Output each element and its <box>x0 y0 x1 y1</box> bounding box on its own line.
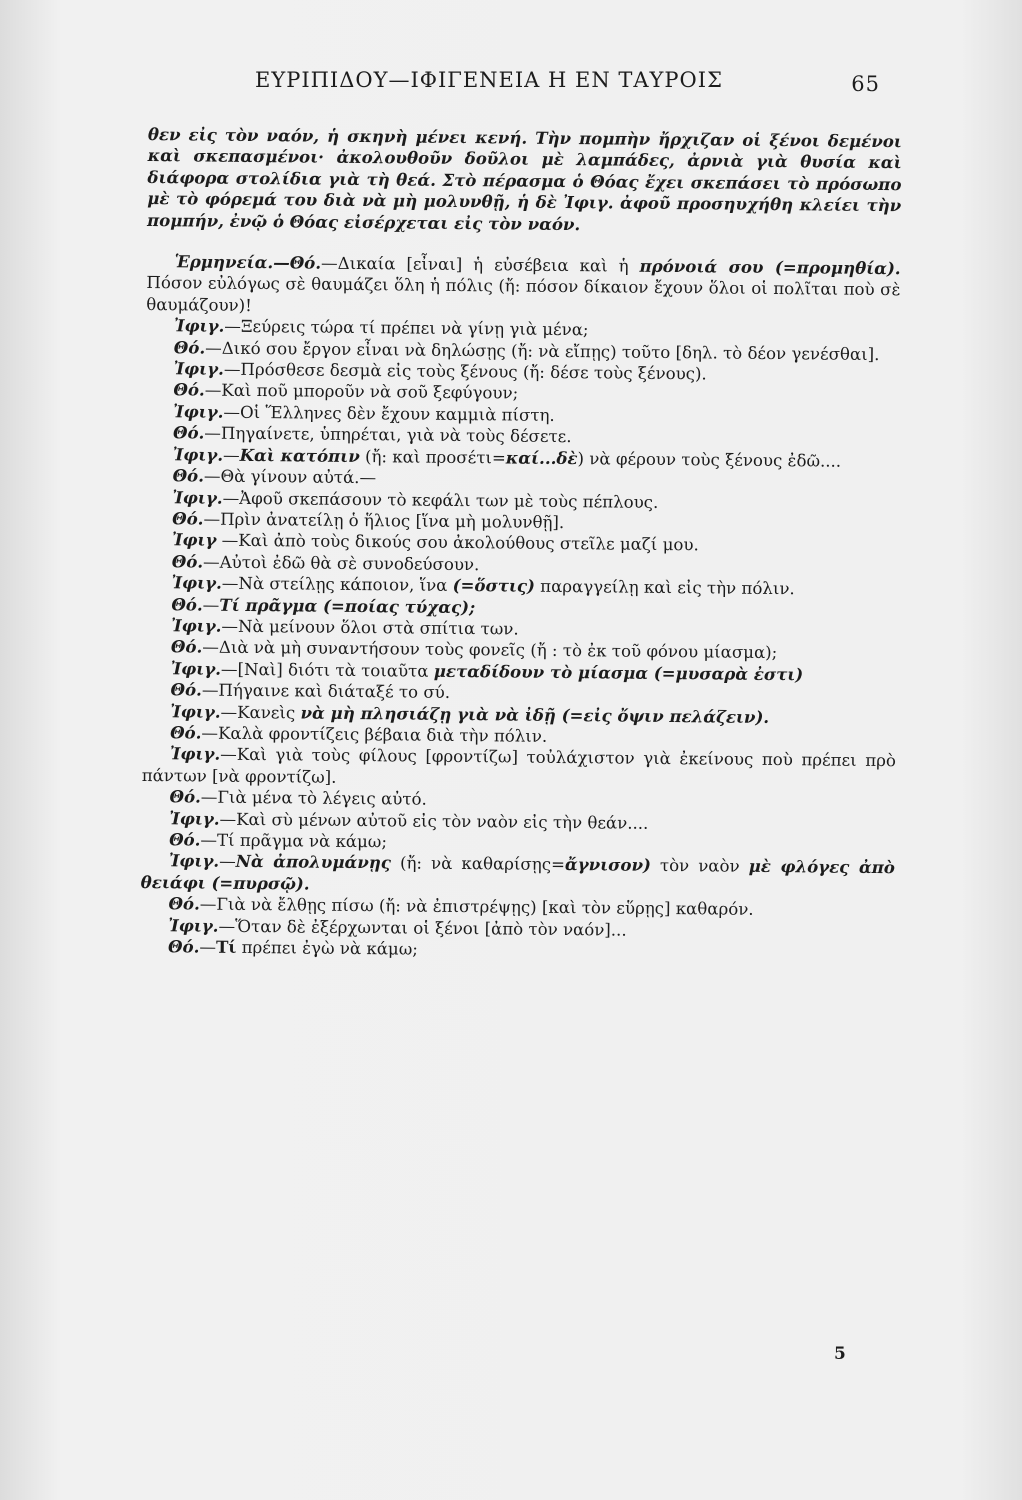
line-text: — <box>219 852 236 872</box>
line-text: —Νὰ μείνουν ὅλοι στὰ σπίτια των. <box>221 616 519 639</box>
line-text: —Καλὰ φροντίζεις βέβαια διὰ τὴν πόλιν. <box>201 723 548 746</box>
line-text: —Τί πρᾶγμα νὰ κάμω; <box>200 830 388 852</box>
line-text: παραγγείλῃ καὶ εἰς τὴν πόλιν. <box>534 576 795 599</box>
emphasized-text: νὰ μὴ πλησιάζῃ γιὰ νὰ ἰδῇ (=εἰς ὄψιν πελάζειν). <box>300 702 770 727</box>
line-text: —Διὰ νὰ μὴ συναντήσουν τοὺς φονεῖς (ἤ : τὸ ἐκ τοῦ φόνου μίασμα); <box>202 637 778 663</box>
emphasized-text: μεταδίδουν τὸ μίασμα (=μυσαρὰ ἐστι) <box>433 660 804 685</box>
speaker-label: Θό. <box>168 893 200 914</box>
emphasized-text: ἄγνισον) <box>564 854 651 876</box>
dialogue-list <box>140 251 901 965</box>
line-text: —Ἀφοῦ σκεπάσουν τὸ κεφάλι των μὲ τοὺς πέπλους. <box>222 488 659 512</box>
speaker-label: Ἰφιγ. <box>168 914 219 936</box>
speaker-label: Θό. <box>173 379 205 401</box>
line-text: τὸν ναὸν <box>650 856 749 877</box>
line-text: —Καὶ ἀπὸ τοὺς δικούς σου ἀκολούθους στεῖλε μαζί μου. <box>216 530 699 555</box>
speaker-label: Θό. <box>169 786 201 807</box>
speaker-label: Ἰφιγ. <box>168 850 220 872</box>
line-text: —Γιὰ μένα τὸ λέγεις αὐτό. <box>200 787 427 809</box>
dialogue-line <box>142 743 896 793</box>
stage-direction: θεν εἰς τὸν ναόν, ἡ σκηνὴ μένει κενή. Τὴν πομπὴν ἤρχιζαν οἱ ξένοι δεμένοι καὶ σκεπασμένοι· ἀκολουθοῦν δοῦλοι μὲ λαμπάδες, ἀρνιὰ γιὰ θυσία καὶ διάφορα στολίδια γιὰ τὴ θεά. Στὸ πέρασμα ὁ Θόας ἔχει σκεπάσει τὸ πρόσωπο μὲ τὸ φόρεμά του διὰ νὰ μὴ μολυνθῇ, ἡ δὲ Ἰφιγ. ἀφοῦ προσηυχήθη κλείει τὴν πομπήν, ἐνῷ ὁ Θόας εἰσέρχεται εἰς τὸν ναόν. <box>146 124 902 234</box>
emphasized-text: καί...δὲ <box>505 447 578 468</box>
speaker-label: Ἰφιγ <box>171 529 217 550</box>
speaker-label: Ἰφιγ. <box>170 700 221 722</box>
line-text: — <box>222 445 240 465</box>
emphasized-text: μὲ φλόγες ἀπὸ θειάφι (=πυρσῷ). <box>140 856 895 894</box>
speaker-label: Ἰφιγ. <box>170 657 222 679</box>
line-text: —Πρὶν ἀνατείλῃ ὁ ἥλιος [ἵνα μὴ μολυνθῇ]. <box>203 509 565 532</box>
line-text: —Γιὰ νὰ ἔλθῃς πίσω (ἤ: νὰ ἐπιστρέψῃς) [καὶ τὸν εὕρῃς] καθαρόν. <box>199 894 754 920</box>
page-number: 65 <box>851 72 880 96</box>
line-text: —Καὶ ποῦ μποροῦν νὰ σοῦ ξεφύγουν; <box>204 381 519 404</box>
line-text: —Δικό σου ἔργον εἶναι νὰ δηλώσῃς (ἤ: νὰ εἴπῃς) τοῦτο [δηλ. τὸ δέον γενέσθαι]. <box>205 338 880 364</box>
speaker-label: Θό. <box>171 550 204 572</box>
speaker-label: Θό. <box>170 679 202 700</box>
line-text: —Θὰ γίνουν αὐτά.— <box>203 466 377 488</box>
line-text: —Πρόσθεσε δεσμὰ εἰς τοὺς ξένους (ἤ: δέσε τοὺς ξένους). <box>223 359 707 384</box>
speaker-label: Θό. <box>170 636 203 657</box>
line-text: —Κανεὶς <box>220 702 301 723</box>
speaker-label: Θό. <box>171 593 203 615</box>
speaker-label: Ἰφιγ. <box>169 807 220 829</box>
line-text: —Ξεύρεις τώρα τί πρέπει νὰ γίνῃ γιὰ μένα; <box>224 316 589 340</box>
emphasized-text: πρόνοιά σου (=προμηθία). <box>639 255 901 279</box>
speaker-label: Ἰφιγ. <box>172 443 224 465</box>
line-text: —Ὅταν δὲ ἐξέρχωνται οἱ ξένοι [ἀπὸ τὸν ναόν]... <box>218 916 627 940</box>
line-text: —Καὶ σὺ μένων αὐτοῦ εἰς τὸν ναὸν εἰς τὴν θεάν.... <box>219 809 649 833</box>
line-text: —Πήγαινε καὶ διάταξέ το σύ. <box>201 680 451 703</box>
line-text: —Καὶ γιὰ τοὺς φίλους [φροντίζω] τοὐλάχιστον γιὰ ἐκείνους ποὺ πρέπει πρὸ πάντων [νὰ φροντίζω]. <box>141 745 897 787</box>
emphasized-text: Τί πρᾶγμα (=ποίας τύχας); <box>219 594 476 617</box>
speaker-label: Ἰφιγ. <box>173 315 225 336</box>
speaker-label: Θό. <box>173 336 206 358</box>
speaker-label: Ἰφιγ. <box>171 615 222 636</box>
line-text: —Νὰ στείλῃς κάποιον, ἵνα <box>221 573 453 596</box>
speaker-label: Θό. <box>172 465 205 486</box>
speaker-label: Ἰφιγ. <box>169 743 221 765</box>
line-text: —Πηγαίνετε, ὑπηρέται, γιὰ νὰ τοὺς δέσετε. <box>204 423 572 447</box>
line-text: —[Ναὶ] διότι τὰ τοιαῦτα <box>220 659 434 681</box>
line-text: —Οἱ Ἕλληνες δὲν ἔχουν καμμιὰ πίστη. <box>223 402 555 425</box>
dialogue-line <box>141 850 895 900</box>
running-title: ΕΥΡΙΠΙΔΟΥ—ΙΦΙΓΕΝΕΙΑ Η ΕΝ ΤΑΥΡΟΙΣ <box>255 68 723 92</box>
page-body <box>140 124 902 965</box>
speaker-label: Θό. <box>172 508 204 529</box>
speaker-label: Ἰφιγ. <box>173 401 224 422</box>
speaker-label: Ἰφιγ. <box>172 486 223 508</box>
emphasized-text: Νὰ ἀπολυμάνῃς <box>235 851 392 873</box>
speaker-label: Θό. <box>169 829 201 850</box>
line-text: — <box>202 595 220 615</box>
emphasized-text: Τί <box>215 936 237 957</box>
line-text: (ἤ: καὶ προσέτι= <box>359 446 506 468</box>
speaker-label: Θό. <box>168 936 200 957</box>
emphasized-text: Καὶ κατόπιν <box>239 444 360 466</box>
line-text: (ἤ: νὰ καθαρίσῃς= <box>390 853 566 875</box>
printer-signature: 5 <box>834 1344 846 1364</box>
line-text: — <box>199 937 217 957</box>
line-text: πρέπει ἐγὼ νὰ κάμω; <box>236 937 418 959</box>
line-text: Πόσον εὐλόγως σὲ θαυμάζει ὅλη ἡ πόλις (ἤ: πόσον δίκαιον ἔχουν ὅλοι οἱ πολῖται ποὺ σὲ θαυμάζουν)! <box>146 273 901 315</box>
speaker-label: Θό. <box>172 422 205 443</box>
speaker-label: Ἰφιγ. <box>171 572 222 593</box>
speaker-label: Ἰφιγ. <box>173 358 224 379</box>
line-text: ) νὰ φέρουν τοὺς ξένους ἐδῶ.... <box>577 448 842 471</box>
speaker-label: Ἑρμηνεία.—Θό. <box>174 251 322 273</box>
speaker-label: Θό. <box>170 722 202 743</box>
line-text: —Δικαία [εἶναι] ἡ εὐσέβεια καὶ ἡ <box>320 253 640 276</box>
emphasized-text: (=ὅστις) <box>452 575 536 596</box>
line-text: —Αὐτοὶ ἐδῶ θὰ σὲ συνοδεύσουν. <box>203 552 480 574</box>
dialogue-line <box>146 251 901 322</box>
